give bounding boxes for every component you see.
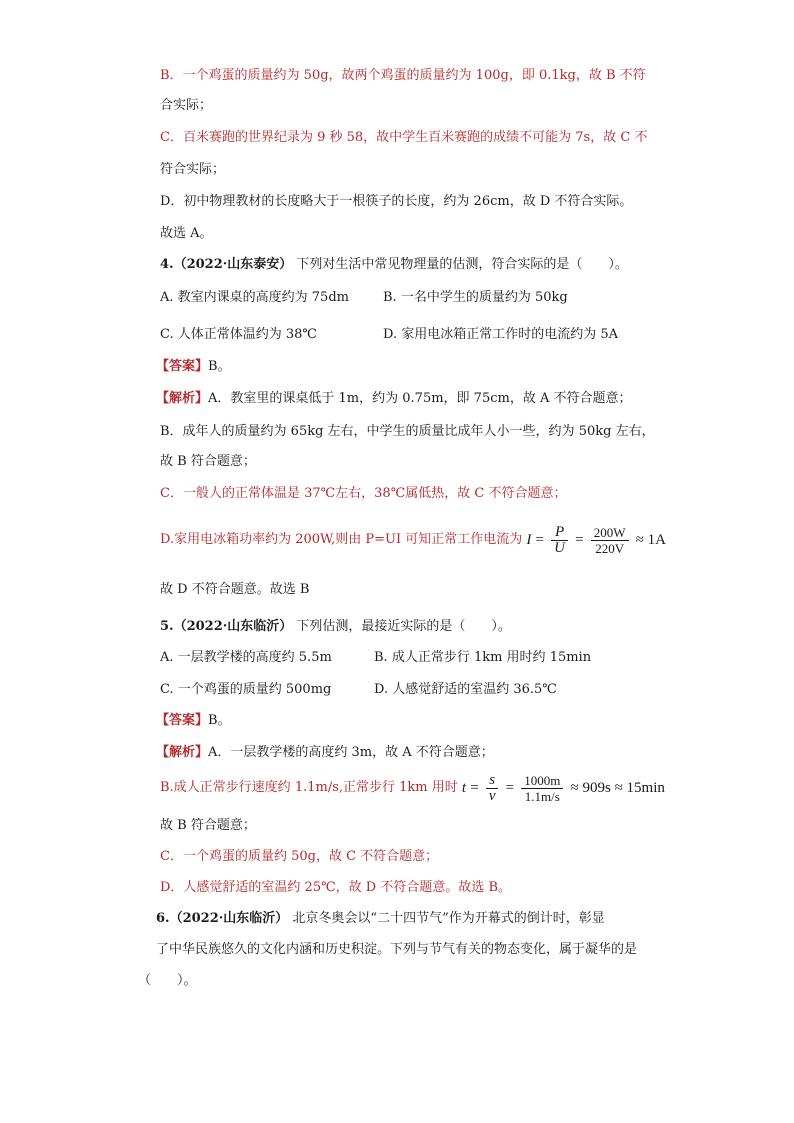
q5-formula-fraction-2 bbox=[521, 773, 563, 804]
q4-analysis-d-text: D.家用电冰箱功率约为 200W,则由 P=UI 可知正常工作电流为 bbox=[160, 532, 523, 547]
q4-formula-fraction-2 bbox=[591, 525, 629, 556]
q5-option-b: B. 成人正常步行 1km 用时约 15min bbox=[374, 650, 592, 665]
q5-option-a: A. 一层教学楼的高度约 5.5m bbox=[160, 650, 332, 665]
q5-formula-eq1: = bbox=[470, 780, 479, 796]
q4-formula-eq1: = bbox=[535, 532, 545, 548]
q5-formula-lhs: t bbox=[461, 780, 467, 796]
q5-analysis-label: 【解析】 bbox=[156, 745, 209, 760]
q6-stem bbox=[156, 909, 605, 929]
q4-stem bbox=[160, 255, 628, 275]
q4-option-b: B. 一名中学生的质量约为 50kg bbox=[383, 290, 568, 305]
q4-number: 4. bbox=[160, 257, 174, 272]
q3-option-c-analysis-cont: 符合实际； bbox=[160, 162, 226, 177]
q4-formula-result: ≈ 1A bbox=[635, 532, 666, 548]
q3-option-b-analysis-cont: 合实际； bbox=[160, 98, 213, 113]
q3-option-c-analysis: C．百米赛跑的世界纪录为 9 秒 58，故中学生百米赛跑的成绩不可能为 7s，故 C 不 bbox=[160, 130, 648, 145]
q4-analysis-b: B．成年人的质量约为 65kg 左右，中学生的质量比成年人小一些，约为 50kg 左右， bbox=[160, 424, 655, 439]
q4-analysis-b-cont: 故 B 符合题意； bbox=[160, 454, 256, 469]
q5-option-c: C. 一个鸡蛋的质量约 500mg bbox=[160, 682, 332, 697]
q4-formula-eq2: = bbox=[575, 532, 584, 548]
q4-option-a: A. 教室内课桌的高度约为 75dm bbox=[160, 290, 349, 305]
q4-formula-fraction-1 bbox=[551, 525, 568, 556]
q4-option-d: D. 家用电冰箱正常工作时的电流约为 5A bbox=[383, 327, 619, 342]
q6-stem-blank: （ ）。 bbox=[138, 973, 197, 988]
q5-analysis-a-text: A．一层教学楼的高度约 3m，故 A 不符合题意； bbox=[208, 745, 494, 760]
q4-answer bbox=[156, 357, 231, 377]
q6-number: 6. bbox=[156, 911, 170, 926]
q5-answer-label: 【答案】 bbox=[156, 713, 209, 728]
q3-option-b-analysis: B．一个鸡蛋的质量约为 50g，故两个鸡蛋的质量约为 100g，即 0.1kg，故 B 不符 bbox=[160, 68, 646, 83]
q4-analysis-a-text: A．教室里的课桌低于 1m，约为 0.75m，即 75cm，故 A 不符合题意； bbox=[208, 391, 632, 406]
q4-formula-f2-num: 200W bbox=[591, 525, 629, 541]
q5-formula-fraction-1 bbox=[486, 773, 499, 804]
q4-analysis-a bbox=[156, 389, 631, 409]
q4-answer-label: 【答案】 bbox=[156, 359, 209, 374]
q5-analysis-b bbox=[160, 770, 665, 807]
q5-analysis-a bbox=[156, 743, 494, 763]
q6-source: （2022·山东临沂） bbox=[169, 911, 289, 926]
q5-answer bbox=[156, 711, 231, 731]
q6-question: 北京冬奥会以“二十四节气”作为开幕式的倒计时，彰显 bbox=[288, 911, 605, 926]
q5-formula-f2-den: 1.1m/s bbox=[524, 788, 560, 804]
q5-formula-f1-den: v bbox=[488, 787, 496, 804]
q5-source: （2022·山东临沂） bbox=[173, 619, 293, 634]
q5-analysis-b-cont: 故 B 符合题意； bbox=[160, 818, 256, 833]
q5-formula-f1-num: s bbox=[486, 773, 499, 789]
q5-formula-eq2: = bbox=[505, 780, 515, 796]
q5-analysis-c: C．一个鸡蛋的质量约 50g，故 C 不符合题意； bbox=[160, 849, 439, 864]
q3-final-answer: 故选 A。 bbox=[160, 226, 213, 241]
q4-analysis-d-cont: 故 D 不符合题意。故选 B bbox=[160, 582, 310, 597]
q5-number: 5. bbox=[160, 619, 174, 634]
q5-answer-value: B。 bbox=[208, 713, 231, 728]
q4-analysis-label: 【解析】 bbox=[156, 391, 209, 406]
q4-analysis-c: C．一般人的正常体温是 37℃左右，38℃属低热，故 C 不符合题意； bbox=[160, 486, 567, 501]
q5-option-d: D. 人感觉舒适的室温约 36.5℃ bbox=[374, 682, 557, 697]
q4-source: （2022·山东泰安） bbox=[173, 257, 293, 272]
q4-option-c: C. 人体正常体温约为 38℃ bbox=[160, 327, 317, 342]
q5-analysis-b-text: B.成人正常步行速度约 1.1m/s,正常步行 1km 用时 bbox=[160, 780, 458, 795]
q6-stem-cont: 了中华民族悠久的文化内涵和历史积淀。下列与节气有关的物态变化，属于凝华的是 bbox=[156, 942, 638, 957]
q5-formula-result: ≈ 909s ≈ 15min bbox=[570, 780, 665, 796]
q4-question: 下列对生活中常见物理量的估测，符合实际的是（ ）。 bbox=[292, 257, 628, 272]
q4-formula-f2-den: 220V bbox=[595, 540, 625, 556]
q5-formula-f2-num: 1000m bbox=[521, 773, 563, 789]
q4-formula-f1-den: U bbox=[554, 539, 565, 556]
q4-analysis-d bbox=[160, 522, 666, 559]
q4-answer-value: B。 bbox=[208, 359, 231, 374]
q4-formula-f1-num: P bbox=[551, 525, 568, 541]
q3-option-d-analysis: D．初中物理教材的长度略大于一根筷子的长度，约为 26cm，故 D 不符合实际。 bbox=[160, 194, 633, 209]
q5-analysis-d: D．人感觉舒适的室温约 25℃，故 D 不符合题意。故选 B。 bbox=[160, 880, 512, 895]
q5-question: 下列估测，最接近实际的是（ ）。 bbox=[292, 619, 511, 634]
q5-stem bbox=[160, 617, 511, 637]
q4-formula-lhs: I bbox=[526, 532, 532, 548]
